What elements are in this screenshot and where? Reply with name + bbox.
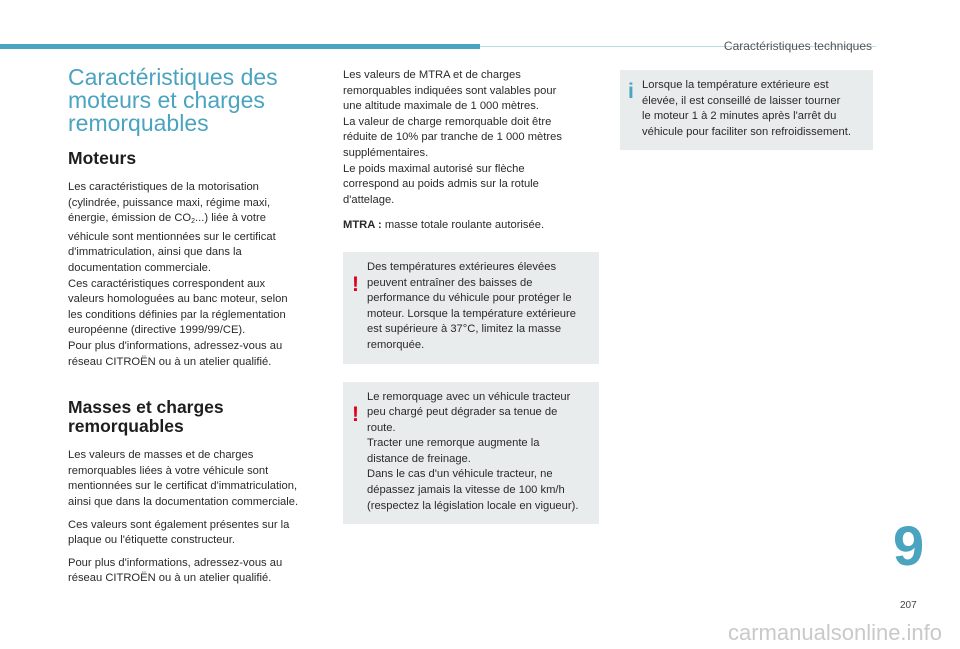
info-box-cooling: i Lorsque la température extérieure est élevée, il est conseillé de laisser tourner le moteur 1 à 2 minutes après l'arrêt du véhicule pour faciliter son refroidissement. (620, 70, 873, 150)
mtra-definition: MTRA : masse totale roulante autorisée. (343, 219, 545, 232)
masses-paragraph-3: Pour plus d'informations, adressez-vous au réseau CITROËN ou à un atelier qualifié. (68, 556, 283, 585)
column-middle (343, 68, 599, 524)
engines-paragraph: Les caractéristiques de la motorisation (cylindrée, puissance maxi, régime maxi, énergie, émission de $CO_2$...) liée à votre véhicule sont mentionnées sur le certificat d'immatriculation, ainsi que dans la documentation commerciale. Ces caractéristiques correspondent aux valeurs homologuées au banc moteur, selon les conditions définies par la réglementation européenne (directive 1999/99/CE). Pour plus d'informations, adressez-vous au réseau CITROËN ou à un atelier qualifié. (68, 180, 320, 370)
info-icon: i (628, 80, 634, 103)
column-right (620, 70, 873, 150)
masses-paragraph-2: Ces valeurs sont également présentes sur la plaque ou l'étiquette constructeur. (68, 518, 290, 547)
warning-exclamation-icon: ! (352, 272, 359, 296)
watermark-text: carmanualsonline.info (728, 620, 943, 645)
mtra-paragraph: Les valeurs de MTRA et de charges remorquables indiquées sont valables pour une altitude maximale de 1 000 mètres. La valeur de charge remorquable doit être réduite de 10% par tranche de 1 000 mètres supplémentaires. Le poids maximal autorisé sur flèche correspond au poids admis sur la rotule d'attelage. (343, 69, 562, 206)
page-title: Caractéristiques des moteurs et charges remorquables (68, 64, 278, 136)
co2-line: énergie, émission de $CO_2$...) liée à votre (68, 212, 266, 226)
section-heading-masses: Masses et charges remorquables (68, 397, 224, 437)
chapter-number: 9 (893, 514, 925, 577)
page-number: 207 (900, 600, 917, 611)
masses-paragraph-1: Les valeurs de masses et de charges remorquables liées à votre véhicule sont mentionnées sur le certificat d'immatriculation, ainsi que dans la documentation commerciale. (68, 449, 299, 508)
warning-box-temperature: ! Des températures extérieures élevées peuvent entraîner des baisses de performance du véhicule pour protéger le moteur. Lorsque la température extérieure est supérieure à 37°C, limitez la masse remorquée. (343, 252, 599, 364)
column-left (68, 66, 320, 594)
header-accent-bar (0, 44, 480, 49)
warning-box-towing: ! Le remorquage avec un véhicule tracteur peu chargé peut dégrader sa tenue de route. Tracter une remorque augmente la distance de freinage. Dans le cas d'un véhicule tracteur, ne dépassez jamais la vitesse de 100 km/h (respectez la législation locale en vigueur). (343, 382, 599, 525)
running-header: Caractéristiques techniques (723, 39, 872, 53)
section-heading-engines: Moteurs (68, 148, 137, 168)
warning-exclamation-icon: ! (352, 402, 359, 426)
